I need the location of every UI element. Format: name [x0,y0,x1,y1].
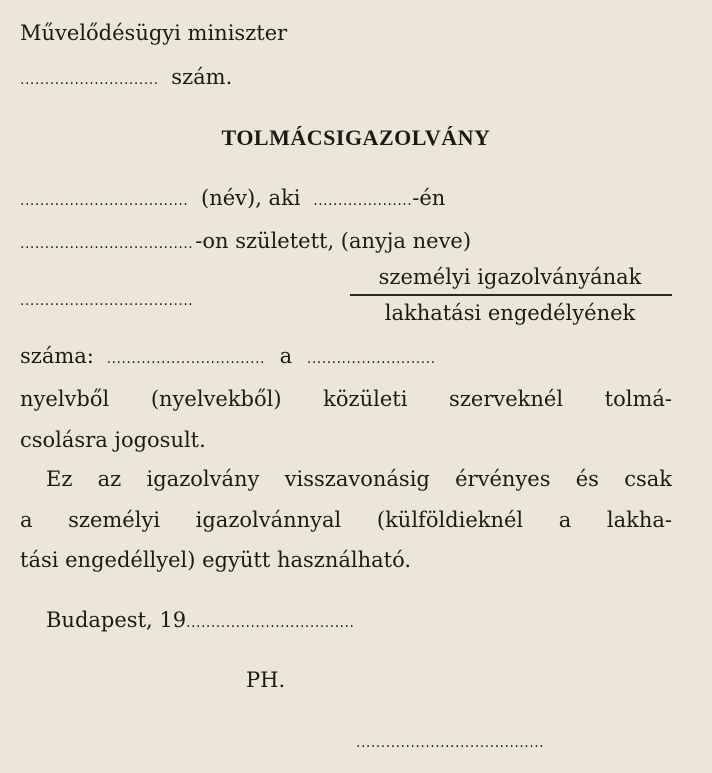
document-title: TOLMÁCSIGAZOLVÁNY [221,125,491,150]
birthplace-label: -on született, (anyja neve) [195,229,472,253]
stamp-mark: PH. [246,668,286,692]
name-line [20,183,672,216]
id-number-dots: ................................ [106,351,265,367]
article-a: a [279,344,293,368]
language-dots: .......................... [306,351,436,367]
number-line [20,62,672,95]
number-label: szám. [171,65,233,89]
birthplace-line [20,226,672,259]
body-line-2: csolásra jogosult. [20,428,206,452]
birthdate-suffix: -én [412,186,446,210]
number-dots: ............................ [20,72,159,88]
fraction-line [350,294,672,296]
name-label: (név), aki [201,186,301,210]
number-label-2: száma: [20,344,94,368]
number-language-line [20,341,672,374]
birthplace-dots: ................................... [20,236,194,252]
place-date: Budapest, 19 [46,608,187,632]
document-type-dots: ................................... [20,293,194,309]
ministry-name: Művelődésügyi miniszter [20,21,288,45]
option-residence-permit: lakhatási engedélyének [384,301,636,325]
body-line-4: a személyi igazolvánnyal (külföldieknél a lakha- [20,508,672,532]
name-dots: .................................. [20,193,189,209]
date-dots: .................................. [186,615,355,631]
signature-line [356,725,672,758]
ministry-line [20,18,672,48]
body-line-5: tási engedéllyel) együtt használható. [20,548,412,572]
signature-dots: ...................................... [356,735,545,751]
body-line-3: Ez az igazolvány visszavonásig érvényes és csak [46,467,672,491]
birthdate-dots: .................... [313,193,413,209]
option-id-card: személyi igazolványának [378,265,642,289]
date-line [46,605,698,638]
body-line-1: nyelvből (nyelvekből) közületi szerveknél tolmá- [20,387,672,411]
